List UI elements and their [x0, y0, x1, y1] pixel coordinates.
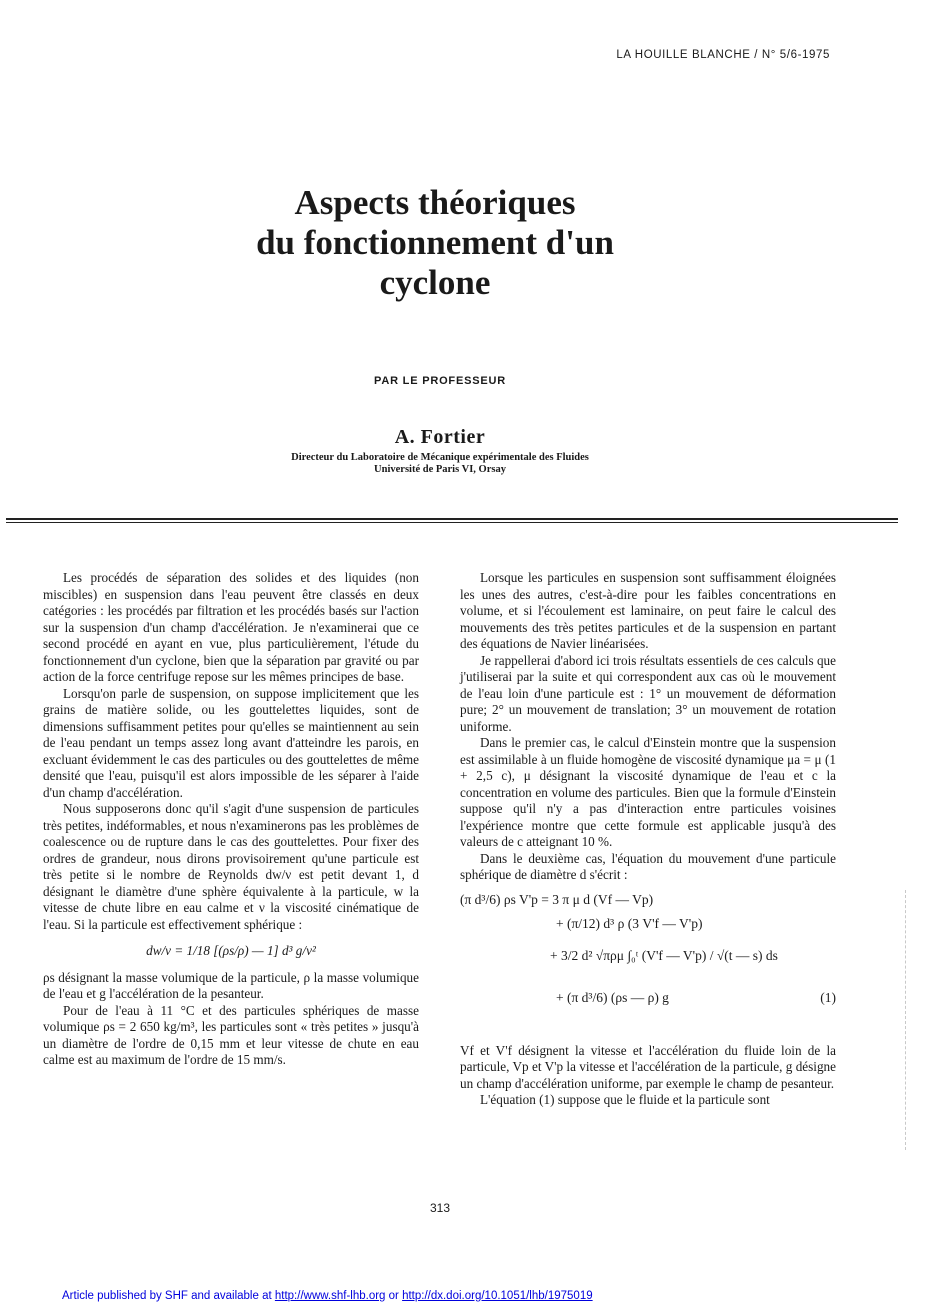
journal-header: LA HOUILLE BLANCHE / N° 5/6-1975 — [616, 49, 830, 61]
byline: PAR LE PROFESSEUR — [374, 375, 506, 387]
paragraph: Nous supposerons donc qu'il s'agit d'une suspension de particules très petites, indéformables, et nous n'examinerons pas les problèmes de coalescence ou de rupture dans le cas des gouttelettes. Pour fixer des ordres de grandeur, nous dirons provisoirement qu'une particule est très petite si le nombre de Reynolds dw/ν est petit devant 1, d désignant le diamètre d'une sphère équivalente à la particule, w la vitesse de chute libre en eau calme et ν la viscosité cinématique de l'eau. Si la particule est effectivement sphérique : — [43, 801, 419, 932]
header-rule-thick — [6, 518, 898, 520]
title-line-1: Aspects théoriques — [294, 183, 576, 222]
paragraph: Je rappellerai d'abord ici trois résultats essentiels de ces calculs que j'utiliserai par la suite et qui correspondent aux cas où le mouvement de l'eau loin d'une particule est : 1° un mouvement de déformation pure; 2° un mouvement de translation; 3° un mouvement de rotation uniforme. — [460, 652, 836, 734]
equation-line-3: + 3/2 d² √πρμ ∫₀ᵗ (V'f — V'p) / √(t — s) ds — [550, 947, 778, 963]
paragraph: Vf et V'f désignent la vitesse et l'accélération du fluide loin de la particule, Vp et V'p la vitesse et l'accélération de la particule, g désigne un champ d'accélération uniforme, par exemple le champ de pesanteur. — [460, 1042, 836, 1091]
right-column — [460, 570, 836, 1109]
paragraph: Dans le deuxième cas, l'équation du mouvement d'une particule sphérique de diamètre d s'écrit : — [460, 850, 836, 882]
author-affiliation — [0, 452, 880, 476]
paragraph: ρs désignant la masse volumique de la particule, ρ la masse volumique de l'eau et g l'accélération de la pesanteur. — [43, 969, 419, 1001]
page-number: 313 — [429, 1201, 451, 1215]
shf-link[interactable]: http://www.shf-lhb.org — [274, 1290, 386, 1302]
affiliation-line-1: Directeur du Laboratoire de Mécanique expérimentale des Fluides — [291, 452, 589, 463]
paragraph: L'équation (1) suppose que le fluide et la particule sont — [480, 1092, 770, 1107]
equation-number: (1) — [820, 989, 836, 1005]
title-line-2: du fonctionnement d'un — [256, 223, 614, 262]
paragraph: Les procédés de séparation des solides et des liquides (non miscibles) en suspension dans l'eau peuvent être classés en deux catégories : les procédés par filtration et les procédés basés sur l'action sur la suspension d'un champ d'accélération. Je n'examinerai que ce second procédé en ayant en vue, plus particulièrement, l'étude du fonctionnement d'un cyclone, bien que la séparation par gravité ou par action de la force centrifuge repose sur les mêmes principes de base. — [43, 570, 419, 684]
left-column — [43, 570, 419, 1069]
reynolds-equation: dw/ν = 1/18 [(ρs/ρ) — 1] d³ g/ν² — [146, 943, 316, 958]
equation-line-4: + (π d³/6) (ρs — ρ) g — [556, 989, 669, 1005]
doi-link[interactable]: http://dx.doi.org/10.1051/lhb/1975019 — [402, 1290, 593, 1302]
equation-line-1: (π d³/6) ρs V'p = 3 π μ d (Vf — Vp) — [460, 891, 654, 907]
affiliation-line-2: Université de Paris VI, Orsay — [374, 464, 506, 475]
equation-line-2: + (π/12) d³ ρ (3 V'f — V'p) — [556, 915, 703, 931]
footer-middle: or — [385, 1290, 403, 1302]
article-title — [0, 183, 870, 303]
footer-citation — [62, 1290, 593, 1302]
author-name: A. Fortier — [394, 426, 486, 448]
motion-equation — [460, 892, 836, 1037]
title-line-3: cyclone — [379, 263, 491, 302]
footer-prefix: Article published by SHF and available at — [62, 1290, 275, 1302]
header-rule-thin — [6, 522, 898, 523]
margin-scan-marks — [905, 890, 907, 1150]
paragraph: Dans le premier cas, le calcul d'Einstein montre que la suspension est assimilable à un fluide homogène de viscosité dynamique μa = μ (1 + 2,5 c), μ désignant la viscosité dynamique de l'eau et c la concentration en volume des particules. Bien que la formule d'Einstein suppose qu'il n'y a pas d'interaction entre particules voisines l'expérience montre que cette formule est applicable jusqu'à des valeurs de c atteignant 10 %. — [460, 735, 836, 849]
paragraph: Lorsqu'on parle de suspension, on suppose implicitement que les grains de matière solide, ou les gouttelettes liquides, sont de dimensions suffisamment petites pour qu'elles se maintiennent au sein de l'eau pendant un temps assez long avant d'atteindre les parois, en excluant évidemment le cas des particules ou des gouttelettes de même densité que l'eau, puisqu'il est alors impossible de les séparer à l'aide d'un champ d'accélération. — [43, 685, 419, 800]
paragraph: Pour de l'eau à 11 °C et des particules sphériques de masse volumique ρs = 2 650 kg/m³, les particules sont « très petites » jusqu'à un diamètre de l'ordre de 0,15 mm et leur vitesse de chute en eau calme est au maximum de l'ordre de 15 mm/s. — [43, 1002, 419, 1067]
paragraph: Lorsque les particules en suspension sont suffisamment éloignées les unes des autres, c'est-à-dire pour les faibles concentrations en volume, et si l'écoulement est laminaire, on peut faire le calcul des mouvements des très petites particules et de la suspension en partant des équations de Navier linéarisées. — [460, 570, 836, 651]
